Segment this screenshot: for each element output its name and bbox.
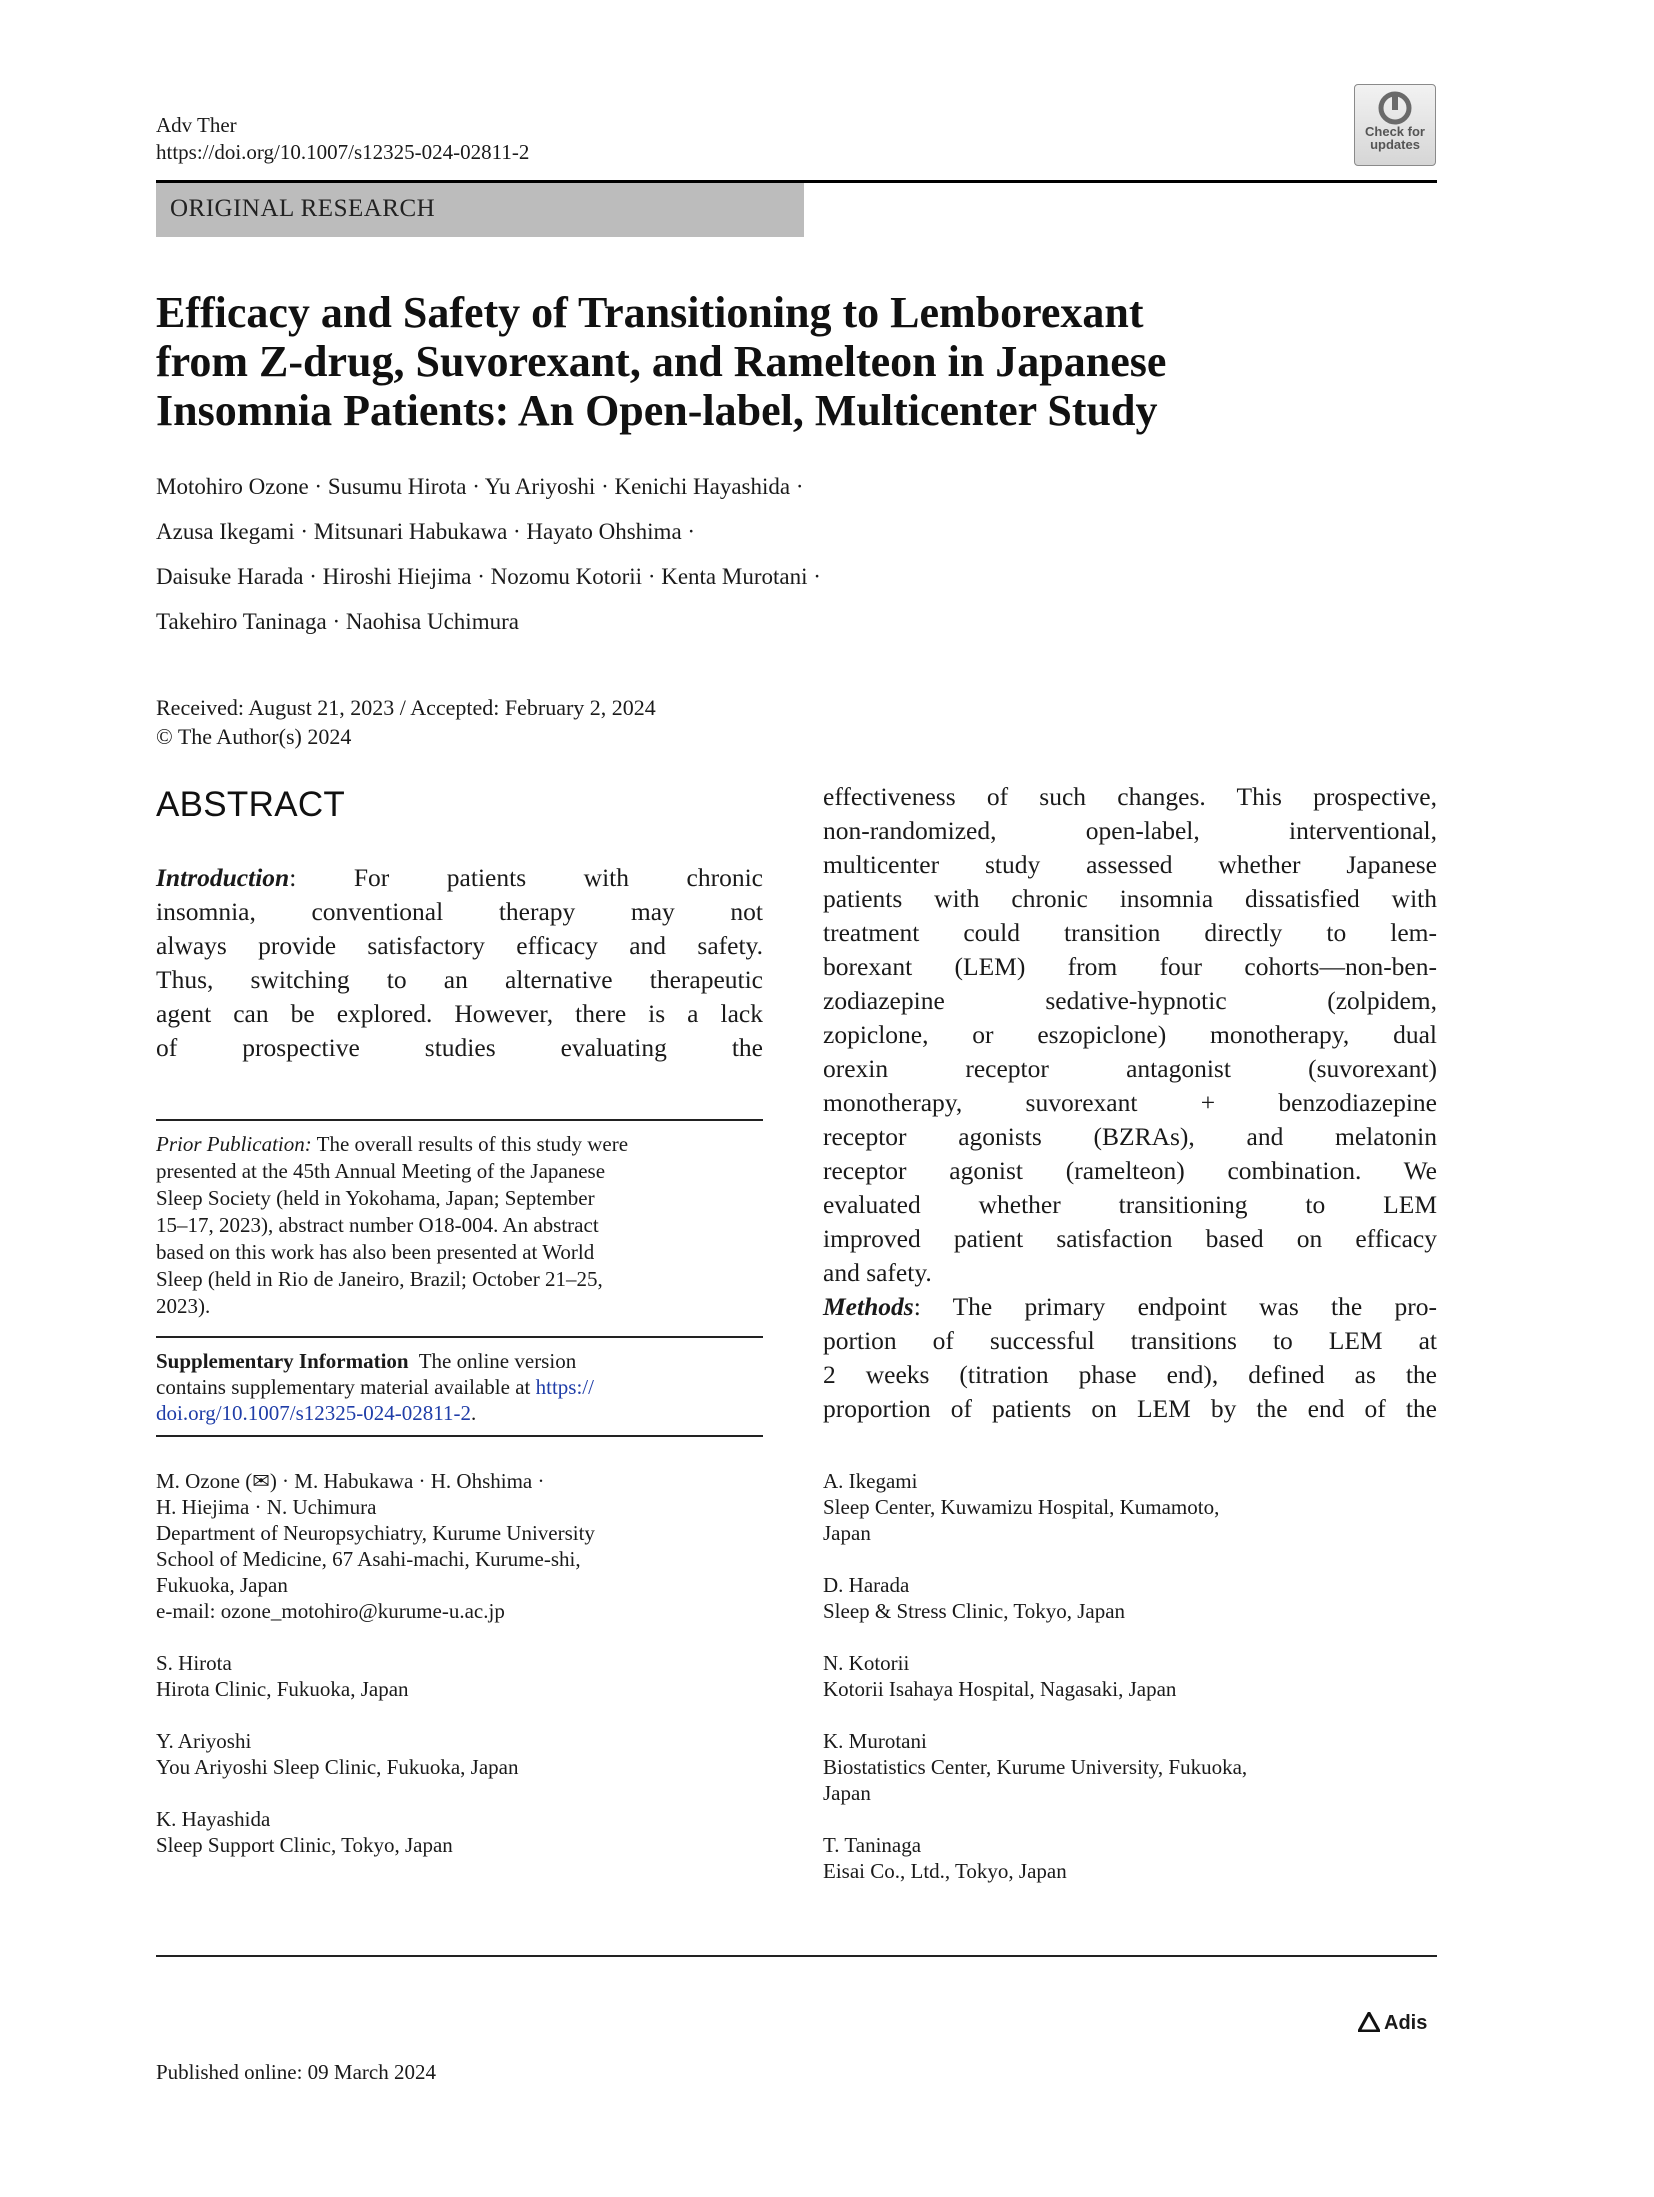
affiliation-line: K. Murotani bbox=[823, 1729, 927, 1753]
check-for-updates-badge[interactable] bbox=[1354, 84, 1436, 166]
title-line: from Z-drug, Suvorexant, and Ramelteon in Japanese bbox=[156, 337, 1167, 386]
abstract-heading: ABSTRACT bbox=[156, 785, 346, 824]
check-updates-label-1: Check for bbox=[1365, 124, 1425, 139]
affiliation-line: T. Taninaga bbox=[823, 1833, 922, 1857]
published-online-date: Published online: 09 March 2024 bbox=[156, 2060, 436, 2084]
footnote-rule-top bbox=[156, 1119, 763, 1121]
footnote-line: Sleep Society (held in Yokohama, Japan; September bbox=[156, 1186, 595, 1210]
adis-triangle-icon bbox=[1358, 2012, 1380, 2032]
affiliations-right bbox=[823, 1468, 1247, 1910]
affiliation bbox=[823, 1832, 1247, 1884]
supplementary-text: The online version bbox=[408, 1349, 577, 1373]
author-line: Azusa Ikegami · Mitsunari Habukawa · Hayato Ohshima · bbox=[156, 519, 696, 544]
section-label: ORIGINAL RESEARCH bbox=[170, 195, 436, 222]
received-accepted: Received: August 21, 2023 / Accepted: February 2, 2024 bbox=[156, 695, 656, 720]
methods-text: : The primary endpoint was the pro- bbox=[913, 1292, 1437, 1321]
abstract-right-column bbox=[823, 780, 1437, 1426]
affiliations-left bbox=[156, 1468, 595, 1884]
methods-label: Methods bbox=[823, 1292, 914, 1321]
check-updates-label-2: updates bbox=[1370, 137, 1420, 152]
affiliation-line: Kotorii Isahaya Hospital, Nagasaki, Japan bbox=[823, 1677, 1177, 1701]
affiliation-line: Biostatistics Center, Kurume University, Fukuoka, bbox=[823, 1755, 1248, 1779]
affiliation-line: H. Hiejima · N. Uchimura bbox=[156, 1495, 377, 1519]
abstract-line: receptor agonists (BZRAs), and melatonin bbox=[823, 1122, 1437, 1151]
abstract-line bbox=[156, 861, 763, 895]
affiliation-line: Y. Ariyoshi bbox=[156, 1729, 252, 1753]
affiliation-line: A. Ikegami bbox=[823, 1469, 918, 1493]
affiliation bbox=[156, 1650, 595, 1702]
footnote-line bbox=[156, 1131, 763, 1158]
affiliation-line: Japan bbox=[823, 1781, 871, 1805]
abstract-introduction bbox=[156, 861, 763, 1065]
supplementary-info-note bbox=[156, 1348, 763, 1426]
affiliation bbox=[156, 1806, 595, 1858]
affiliation-line: Eisai Co., Ltd., Tokyo, Japan bbox=[823, 1859, 1067, 1883]
affiliation-line: Department of Neuropsychiatry, Kurume University bbox=[156, 1521, 595, 1545]
affiliation-line: Fukuoka, Japan bbox=[156, 1573, 288, 1597]
affiliation-line: S. Hirota bbox=[156, 1651, 232, 1675]
abstract-line: non-randomized, open-label, interventional, bbox=[823, 816, 1437, 845]
affiliation-line: M. Ozone (✉) · M. Habukawa · H. Ohshima · bbox=[156, 1469, 545, 1493]
abstract-line: improved patient satisfaction based on efficacy bbox=[823, 1224, 1437, 1253]
footnote-line: Sleep (held in Rio de Janeiro, Brazil; October 21–25, bbox=[156, 1267, 603, 1291]
footnote-line: 15–17, 2023), abstract number O18-004. An abstract bbox=[156, 1213, 599, 1237]
abstract-line: agent can be explored. However, there is a lack bbox=[156, 999, 763, 1028]
footer-rule bbox=[156, 1955, 1437, 1957]
footnote-line: 2023). bbox=[156, 1294, 211, 1318]
abstract-line: orexin receptor antagonist (suvorexant) bbox=[823, 1054, 1437, 1083]
prior-publication-text: The overall results of this study were bbox=[311, 1132, 629, 1156]
abstract-line: patients with chronic insomnia dissatisfied with bbox=[823, 884, 1437, 913]
supplementary-text: contains supplementary material available at bbox=[156, 1375, 536, 1399]
section-banner bbox=[156, 183, 804, 237]
supplementary-link[interactable]: https:// bbox=[535, 1375, 594, 1399]
copyright: © The Author(s) 2024 bbox=[156, 724, 352, 749]
affiliation-line: Sleep & Stress Clinic, Tokyo, Japan bbox=[823, 1599, 1126, 1623]
abstract-line: of prospective studies evaluating the bbox=[156, 1033, 763, 1062]
footnote-line: based on this work has also been presented at World bbox=[156, 1240, 595, 1264]
supplementary-label: Supplementary Information bbox=[156, 1349, 409, 1373]
abstract-line: evaluated whether transitioning to LEM bbox=[823, 1190, 1437, 1219]
affiliation bbox=[156, 1468, 595, 1624]
article-title bbox=[156, 288, 1356, 435]
affiliation bbox=[156, 1728, 595, 1780]
affiliation-line: Sleep Center, Kuwamizu Hospital, Kumamoto, bbox=[823, 1495, 1220, 1519]
abstract-line: zodiazepine sedative-hypnotic (zolpidem, bbox=[823, 986, 1437, 1015]
abstract-line: borexant (LEM) from four cohorts—non-ben- bbox=[823, 952, 1437, 981]
affiliation bbox=[823, 1728, 1247, 1806]
abstract-line: always provide satisfactory efficacy and safety. bbox=[156, 931, 763, 960]
affiliation-line: Hirota Clinic, Fukuoka, Japan bbox=[156, 1677, 409, 1701]
prior-publication-label: Prior Publication: bbox=[156, 1132, 312, 1156]
footnote-rule-bottom bbox=[156, 1435, 763, 1437]
check-updates-icon bbox=[1378, 91, 1412, 125]
affiliation-line: D. Harada bbox=[823, 1573, 910, 1597]
supplementary-text: . bbox=[471, 1401, 477, 1425]
title-line: Efficacy and Safety of Transitioning to Lemborexant bbox=[156, 288, 1144, 337]
author-line: Daisuke Harada · Hiroshi Hiejima · Nozomu Kotorii · Kenta Murotani · bbox=[156, 564, 821, 589]
article-dates bbox=[156, 693, 656, 751]
abstract-line: monotherapy, suvorexant + benzodiazepine bbox=[823, 1088, 1437, 1117]
abstract-line: Thus, switching to an alternative therapeutic bbox=[156, 965, 763, 994]
footnote-line bbox=[156, 1348, 763, 1374]
affiliation-line: Sleep Support Clinic, Tokyo, Japan bbox=[156, 1833, 453, 1857]
journal-name: Adv Ther bbox=[156, 113, 237, 137]
abstract-line: multicenter study assessed whether Japanese bbox=[823, 850, 1437, 879]
affiliation bbox=[823, 1468, 1247, 1546]
publisher-logo bbox=[1358, 2012, 1427, 2035]
publisher-name: Adis bbox=[1384, 2012, 1428, 2034]
abstract-line: receptor agonist (ramelteon) combination. We bbox=[823, 1156, 1437, 1185]
doi-link[interactable]: https://doi.org/10.1007/s12325-024-02811-2 bbox=[156, 140, 530, 164]
footnote-rule-middle bbox=[156, 1336, 763, 1338]
introduction-label: Introduction bbox=[156, 863, 290, 892]
abstract-line: and safety. bbox=[823, 1258, 932, 1287]
affiliation-line: N. Kotorii bbox=[823, 1651, 910, 1675]
affiliation-line: K. Hayashida bbox=[156, 1807, 271, 1831]
affiliation bbox=[823, 1650, 1247, 1702]
abstract-line: treatment could transition directly to lem- bbox=[823, 918, 1437, 947]
abstract-line: zopiclone, or eszopiclone) monotherapy, dual bbox=[823, 1020, 1437, 1049]
abstract-line: proportion of patients on LEM by the end of the bbox=[823, 1394, 1437, 1423]
abstract-line bbox=[823, 1290, 1437, 1324]
abstract-line: 2 weeks (titration phase end), defined as the bbox=[823, 1360, 1437, 1389]
footnote-line bbox=[156, 1400, 763, 1426]
introduction-text: : For patients with chronic bbox=[289, 863, 763, 892]
author-line: Takehiro Taninaga · Naohisa Uchimura bbox=[156, 609, 519, 634]
affiliation-line: You Ariyoshi Sleep Clinic, Fukuoka, Japan bbox=[156, 1755, 519, 1779]
affiliation-line: School of Medicine, 67 Asahi-machi, Kurume-shi, bbox=[156, 1547, 581, 1571]
author-line: Motohiro Ozone · Susumu Hirota · Yu Ariyoshi · Kenichi Hayashida · bbox=[156, 474, 804, 499]
prior-publication-note bbox=[156, 1131, 763, 1320]
abstract-line: portion of successful transitions to LEM at bbox=[823, 1326, 1437, 1355]
footnote-line: presented at the 45th Annual Meeting of the Japanese bbox=[156, 1159, 606, 1183]
footnote-line bbox=[156, 1374, 763, 1400]
abstract-line: effectiveness of such changes. This prospective, bbox=[823, 782, 1437, 811]
abstract-line: insomnia, conventional therapy may not bbox=[156, 897, 763, 926]
supplementary-link[interactable]: doi.org/10.1007/s12325-024-02811-2 bbox=[156, 1401, 471, 1425]
title-line: Insomnia Patients: An Open-label, Multicenter Study bbox=[156, 386, 1158, 435]
affiliation-line: Japan bbox=[823, 1521, 871, 1545]
email-link[interactable]: e-mail: ozone_motohiro@kurume-u.ac.jp bbox=[156, 1599, 505, 1623]
affiliation bbox=[823, 1572, 1247, 1624]
